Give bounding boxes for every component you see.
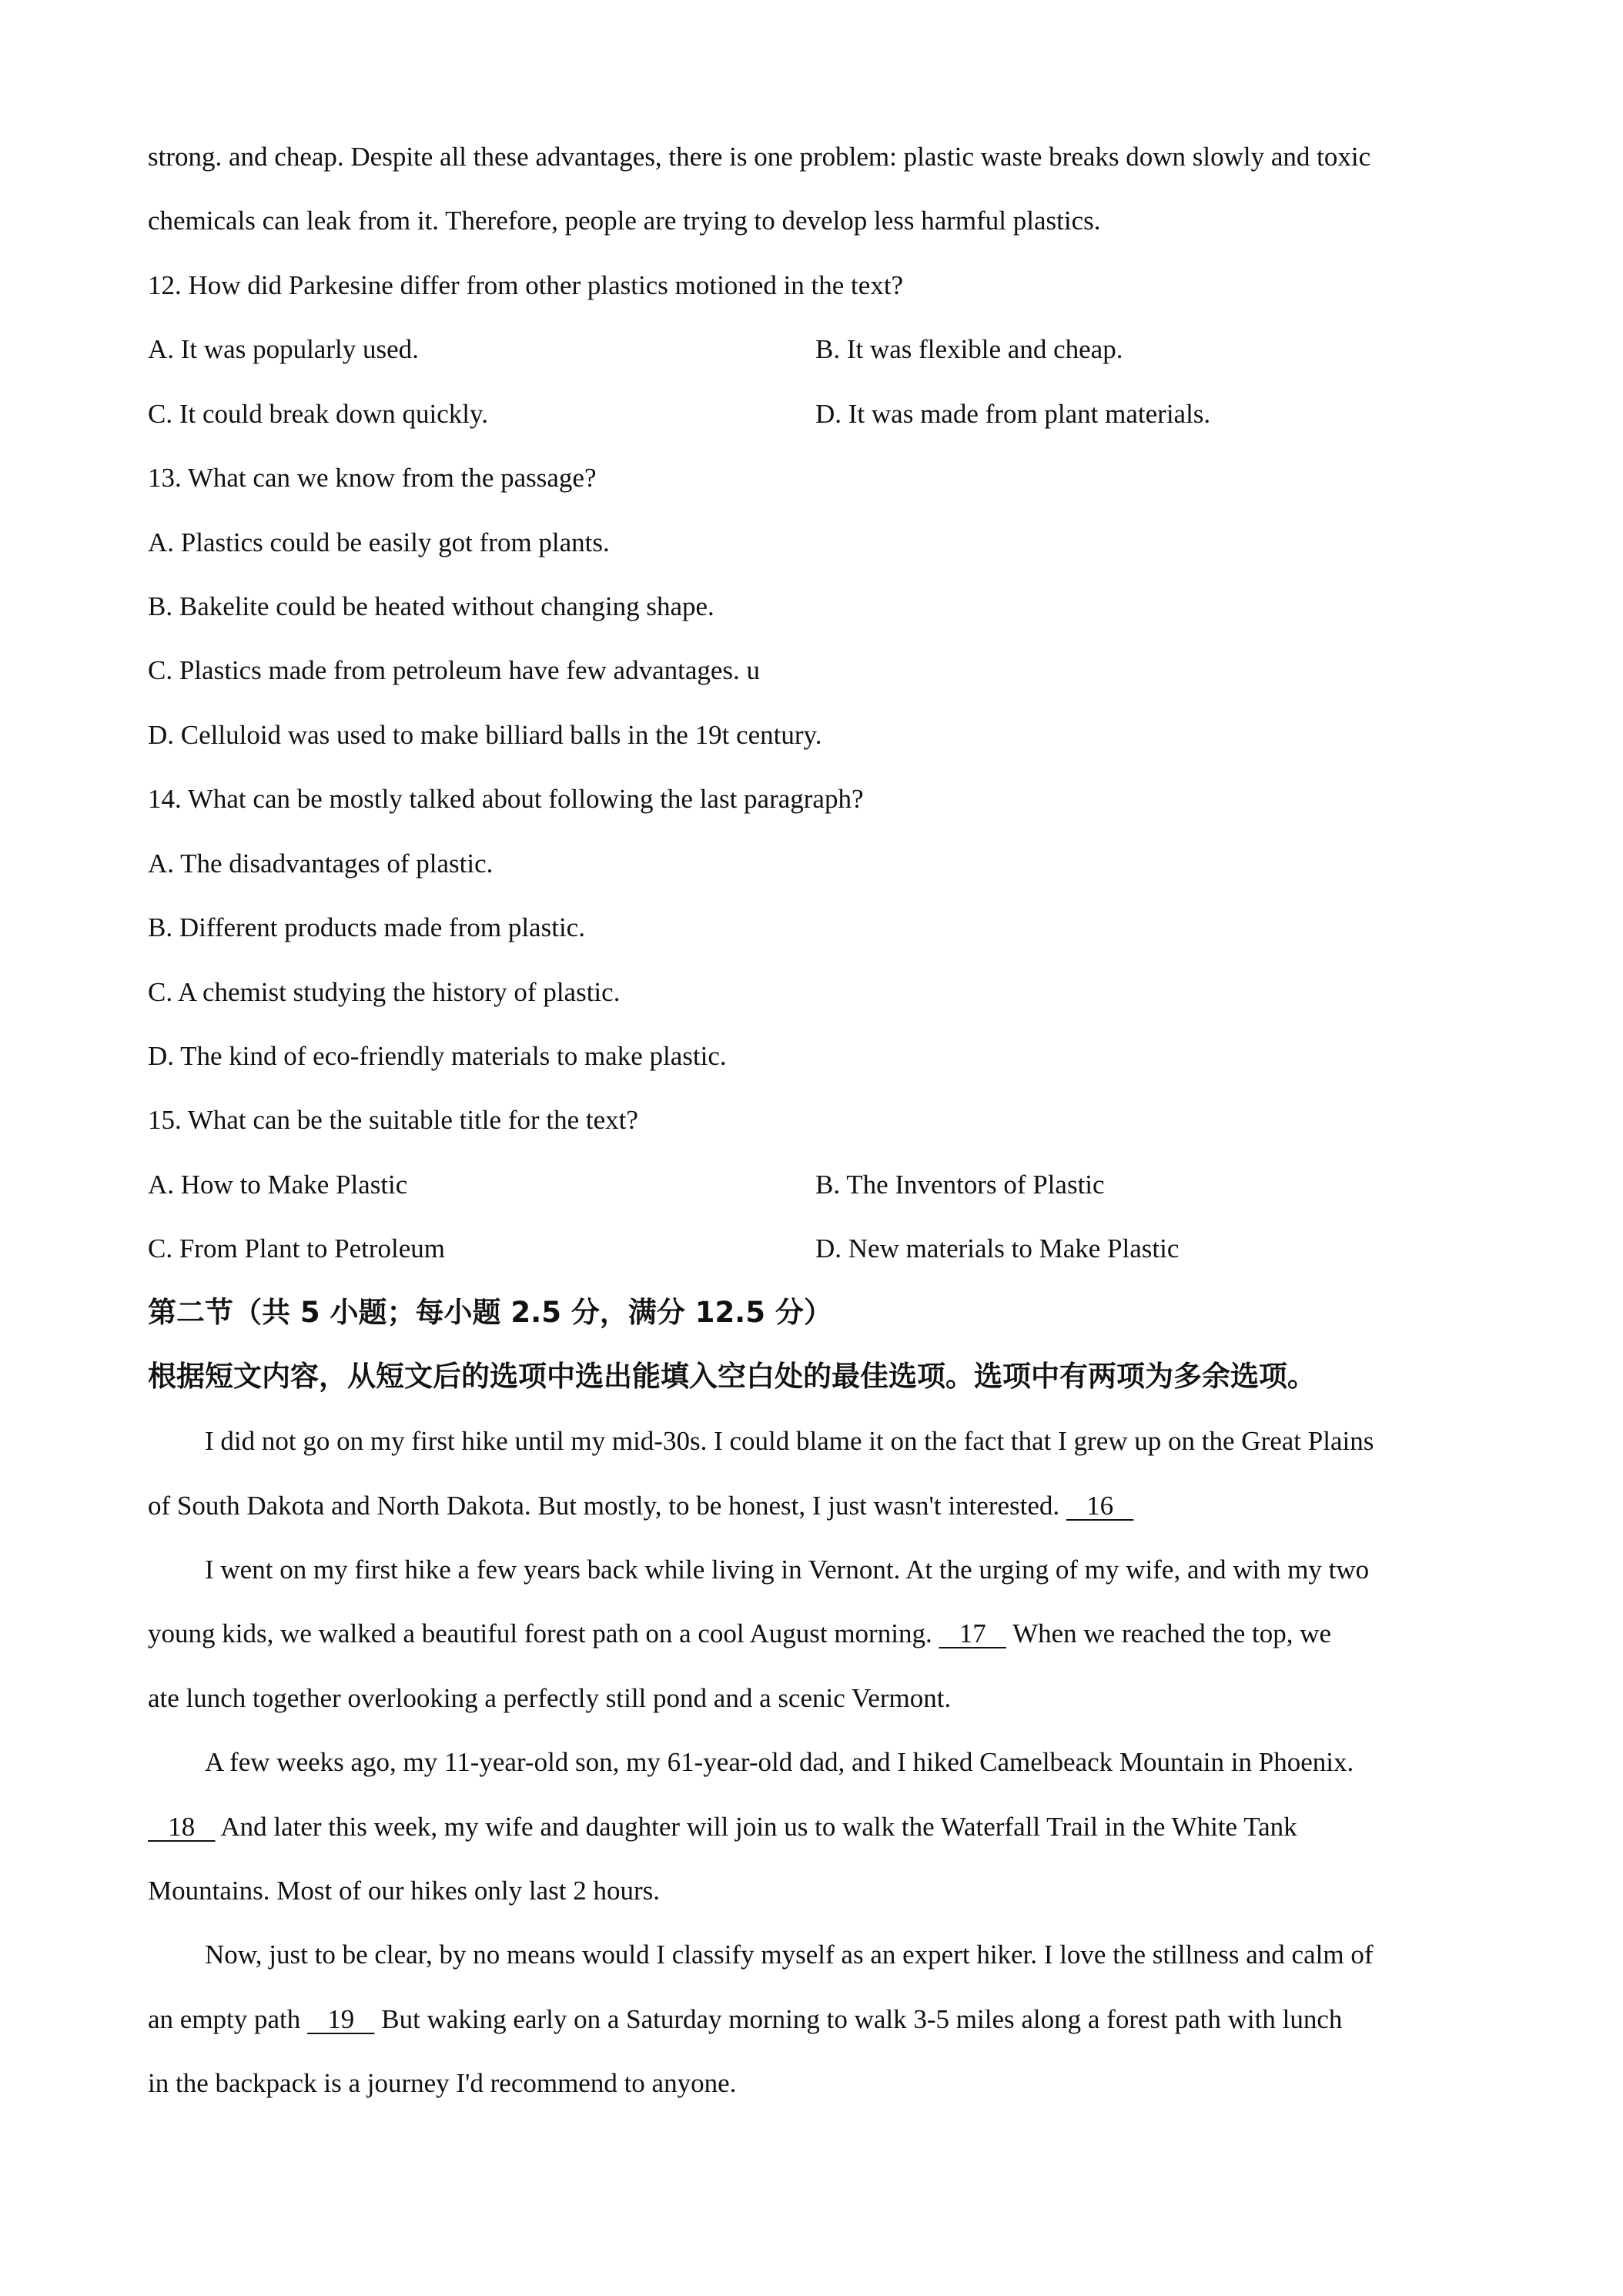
question-14-stem: 14. What can be mostly talked about following the last paragraph? bbox=[148, 784, 864, 814]
question-13-option-b: B. Bakelite could be heated without changing shape. bbox=[148, 591, 714, 621]
cloze-text: an empty path bbox=[148, 2004, 308, 2034]
question-15-stem: 15. What can be the suitable title for the text? bbox=[148, 1105, 638, 1135]
question-13-option-a: A. Plastics could be easily got from plants. bbox=[148, 527, 610, 557]
question-14-option-b: B. Different products made from plastic. bbox=[148, 912, 585, 942]
section-2-heading: 第二节（共 5 小题；每小题 2.5 分，满分 12.5 分） bbox=[148, 1296, 832, 1329]
cloze-text: And later this week, my wife and daughter will join us to walk the Waterfall Trail in the White Tank bbox=[215, 1812, 1297, 1842]
cloze-paragraph-3-line: Mountains. Most of our hikes only last 2 hours. bbox=[148, 1876, 660, 1906]
cloze-paragraph-2-line: ate lunch together overlooking a perfectly still pond and a scenic Vermont. bbox=[148, 1683, 952, 1713]
blank-16: 16 bbox=[1066, 1491, 1134, 1521]
passage-line: chemicals can leak from it. Therefore, people are trying to develop less harmful plastics. bbox=[148, 206, 1101, 236]
question-14-option-c: C. A chemist studying the history of plastic. bbox=[148, 977, 621, 1007]
cloze-text: of South Dakota and North Dakota. But mostly, to be honest, I just wasn't interested. bbox=[148, 1491, 1066, 1521]
cloze-paragraph-2-line: I went on my first hike a few years back while living in Vernont. At the urging of my wife, and with my two bbox=[205, 1555, 1370, 1585]
section-2-instructions: 根据短文内容，从短文后的选项中选出能填入空白处的最佳选项。选项中有两项为多余选项。 bbox=[148, 1360, 1316, 1393]
cloze-paragraph-2-line bbox=[148, 1617, 1503, 1651]
cloze-paragraph-1-line: I did not go on my first hike until my mid-30s. I could blame it on the fact that I grew up on the Great Plains bbox=[205, 1426, 1374, 1456]
cloze-paragraph-4-line bbox=[148, 2003, 1503, 2037]
question-14-option-d: D. The kind of eco-friendly materials to make plastic. bbox=[148, 1041, 727, 1071]
cloze-text: But waking early on a Saturday morning to walk 3-5 miles along a forest path with lunch bbox=[374, 2004, 1343, 2034]
cloze-paragraph-3-line bbox=[148, 1810, 1503, 1844]
question-12-option-d: D. It was made from plant materials. bbox=[815, 399, 1211, 429]
passage-line: strong. and cheap. Despite all these advantages, there is one problem: plastic waste breaks down slowly and toxic bbox=[148, 142, 1371, 172]
question-15-option-c: C. From Plant to Petroleum bbox=[148, 1233, 445, 1263]
blank-18: 18 bbox=[148, 1812, 216, 1842]
question-15-option-a: A. How to Make Plastic bbox=[148, 1170, 408, 1200]
question-12-option-c: C. It could break down quickly. bbox=[148, 399, 488, 429]
cloze-paragraph-3-line: A few weeks ago, my 11-year-old son, my 61-year-old dad, and I hiked Camelbeack Mountain in Phoenix. bbox=[205, 1747, 1354, 1777]
cloze-text: young kids, we walked a beautiful forest path on a cool August morning. bbox=[148, 1618, 939, 1648]
question-13-option-d: D. Celluloid was used to make billiard balls in the 19t century. bbox=[148, 720, 822, 750]
cloze-paragraph-4-line: Now, just to be clear, by no means would I classify myself as an expert hiker. I love the stillness and calm of bbox=[205, 1940, 1374, 1970]
blank-19: 19 bbox=[307, 2004, 375, 2034]
question-13-stem: 13. What can we know from the passage? bbox=[148, 463, 597, 493]
question-12-option-b: B. It was flexible and cheap. bbox=[815, 334, 1123, 364]
question-13-option-c: C. Plastics made from petroleum have few advantages. u bbox=[148, 655, 761, 685]
question-15-option-d: D. New materials to Make Plastic bbox=[815, 1233, 1180, 1263]
cloze-text: When we reached the top, we bbox=[1006, 1618, 1332, 1648]
cloze-paragraph-4-line: in the backpack is a journey I'd recommend to anyone. bbox=[148, 2068, 737, 2098]
question-12-stem: 12. How did Parkesine differ from other plastics motioned in the text? bbox=[148, 270, 904, 300]
question-12-option-a: A. It was popularly used. bbox=[148, 334, 419, 364]
cloze-paragraph-1-line bbox=[148, 1489, 1503, 1523]
question-14-option-a: A. The disadvantages of plastic. bbox=[148, 848, 494, 879]
question-15-option-b: B. The Inventors of Plastic bbox=[815, 1170, 1105, 1200]
blank-17: 17 bbox=[939, 1618, 1006, 1648]
